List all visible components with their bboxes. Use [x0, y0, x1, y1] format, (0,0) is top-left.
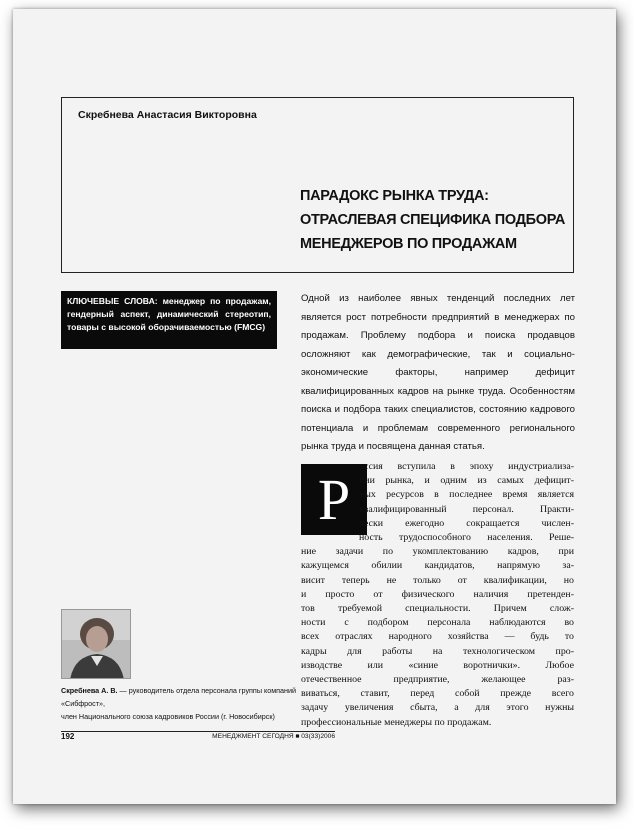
footer-divider — [61, 731, 335, 732]
article-body — [301, 460, 574, 730]
author-name: Скребнева Анастасия Викторовна — [78, 109, 257, 121]
body-line: и просто от физического наличия претенден- — [301, 588, 574, 600]
body-line: ности с подбором персонала наблюдаются во — [301, 617, 574, 629]
article-title — [300, 184, 570, 256]
keywords-label: КЛЮЧЕВЫЕ СЛОВА: — [67, 296, 158, 306]
author-caption — [61, 684, 341, 723]
body-line: квалифицированный персонал. Практи- — [359, 503, 574, 515]
body-line: виваться, ставит, перед собой прежде всего — [301, 688, 574, 700]
article-header-box — [61, 97, 574, 273]
caption-name: Скребнева А. В. — [61, 686, 118, 695]
title-line: МЕНЕДЖЕРОВ ПО ПРОДАЖАМ — [300, 236, 517, 252]
journal-name: МЕНЕДЖМЕНТ СЕГОДНЯ ■ 03(33)2006 — [212, 733, 335, 740]
body-line: профессиональные менеджеры по продажам. — [301, 716, 492, 728]
page-number: 192 — [61, 732, 75, 741]
abstract: Одной из наиболее явных тенденций последних лет является рост потребности предприятий в менеджерах по продажам. Проблему подбора и поиска продавцов осложняют как демографические, так и социально-экономические факторы, например дефицит квалифицированных кадров на рынке труда. Особенностям поиска и подбора таких специалистов, состоянию кадрового потенциала и проблемам современного регионального рынка труда и посвящена данная статья. — [301, 293, 575, 452]
author-photo — [61, 609, 131, 679]
caption-text: — руководитель отдела персонала группы компаний «Сибфрост», — [61, 686, 297, 708]
body-line: кажущемся обилии кандидатов, напрямую за- — [301, 560, 574, 572]
caption-text-2: член Национального союза кадровиков России (г. Новосибирск) — [61, 712, 275, 721]
keywords-box — [61, 291, 277, 349]
title-line: ПАРАДОКС РЫНКА ТРУДА: — [300, 188, 489, 204]
body-line: изводстве или «синие воротнички». Любое — [301, 659, 574, 671]
author-portrait-image — [62, 610, 131, 679]
body-line: висит теперь не только от квалификации, но — [301, 574, 574, 586]
drop-cap: Р — [301, 464, 367, 535]
body-line: отечественное предприятие, желающее раз- — [301, 674, 574, 686]
body-line: ных ресурсов в последнее время является — [359, 489, 574, 501]
body-line: кадры для работы на технологическом про- — [301, 645, 574, 657]
body-line: задачу увеличения сбыта, а для этого нужны — [301, 702, 574, 714]
title-line: ОТРАСЛЕВАЯ СПЕЦИФИКА ПОДБОРА — [300, 212, 566, 228]
body-line: ность трудоспособного населения. Реше- — [359, 532, 574, 544]
body-line: тов требуемой специальности. Причем слож- — [301, 603, 574, 615]
body-line: ние задачи по укомплектованию кадров, при — [301, 546, 574, 558]
body-line: чески ежегодно сокращается числен- — [359, 517, 574, 529]
body-line: оссия вступила в эпоху индустриализа- — [359, 461, 574, 472]
journal-page — [13, 9, 616, 804]
body-line: ции рынка, и одним из самых дефицит- — [359, 475, 574, 487]
body-line: всех отраслях народного хозяйства — будь то — [301, 631, 574, 643]
keywords-text: менеджер по продажам, гендерный аспект, динамический стереотип, товары с высокой оборачиваемостью (FMCG) — [67, 296, 271, 332]
